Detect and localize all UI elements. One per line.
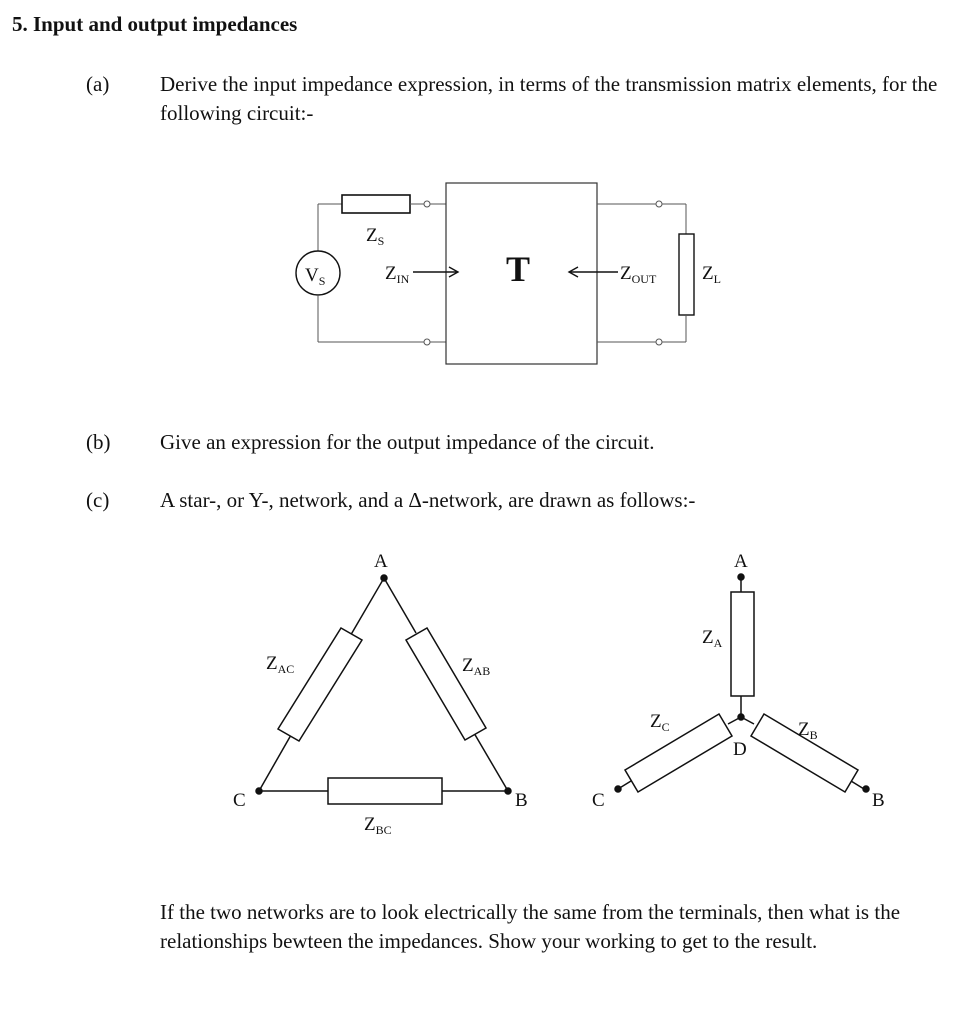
delta-network: [256, 575, 511, 804]
star-label-a: A: [734, 551, 748, 572]
star-node-a: [738, 574, 744, 580]
zl-label: $Z_L$: [702, 263, 721, 286]
vs-label: $V_S$: [305, 265, 326, 288]
part-b-label: (b): [86, 430, 111, 454]
delta-label-b: B: [515, 790, 528, 811]
zac-resistor: [278, 628, 362, 741]
delta-label-a: A: [374, 551, 388, 572]
input-terminal-bottom: [424, 339, 430, 345]
part-c-text: A star-, or Y-, network, and a Δ-network, are drawn as follows:-: [160, 488, 696, 512]
zin-label: $Z_{IN}$: [385, 263, 410, 286]
star-label-b: B: [872, 790, 885, 811]
input-terminal-top: [424, 201, 430, 207]
star-node-b: [863, 786, 869, 792]
star-label-d: D: [733, 739, 747, 760]
zac-label: $Z_{AC}$: [266, 653, 295, 676]
zbc-label: $Z_{BC}$: [364, 814, 392, 837]
block-t-label: T: [506, 249, 531, 289]
question-heading: 5. Input and output impedances: [12, 12, 298, 36]
output-terminal-top: [656, 201, 662, 207]
delta-node-a: [381, 575, 387, 581]
zbc-resistor: [328, 778, 442, 804]
star-label-c: C: [592, 790, 605, 811]
star-node-d: [738, 714, 744, 720]
part-c-label: (c): [86, 488, 110, 512]
za-resistor: [731, 592, 754, 696]
zout-label: $Z_{OUT}$: [620, 263, 657, 286]
closing-text: If the two networks are to look electrically the same from the terminals, then what is the relationships bewteen the impedances. Show your working to get to the result.: [160, 900, 901, 953]
part-a-label: (a): [86, 72, 110, 96]
part-a-text: Derive the input impedance expression, in terms of the transmission matrix elements, for the following circuit:-: [160, 72, 938, 125]
output-terminal-bottom: [656, 339, 662, 345]
za-label: $Z_A$: [702, 627, 723, 650]
star-node-c: [615, 786, 621, 792]
delta-node-c: [256, 788, 262, 794]
zc-label: $Z_C$: [650, 711, 670, 734]
zs-resistor: [342, 195, 410, 213]
zab-resistor: [406, 628, 486, 740]
delta-node-b: [505, 788, 511, 794]
zab-label: $Z_{AB}$: [462, 655, 491, 678]
zc-resistor: [625, 714, 732, 792]
zb-label: $Z_B$: [798, 719, 818, 742]
circuit-labels: [305, 225, 721, 289]
zs-label: $Z_S$: [366, 225, 385, 248]
zl-resistor: [679, 234, 694, 315]
delta-label-c: C: [233, 790, 246, 811]
part-b-text: Give an expression for the output impedance of the circuit.: [160, 430, 655, 454]
